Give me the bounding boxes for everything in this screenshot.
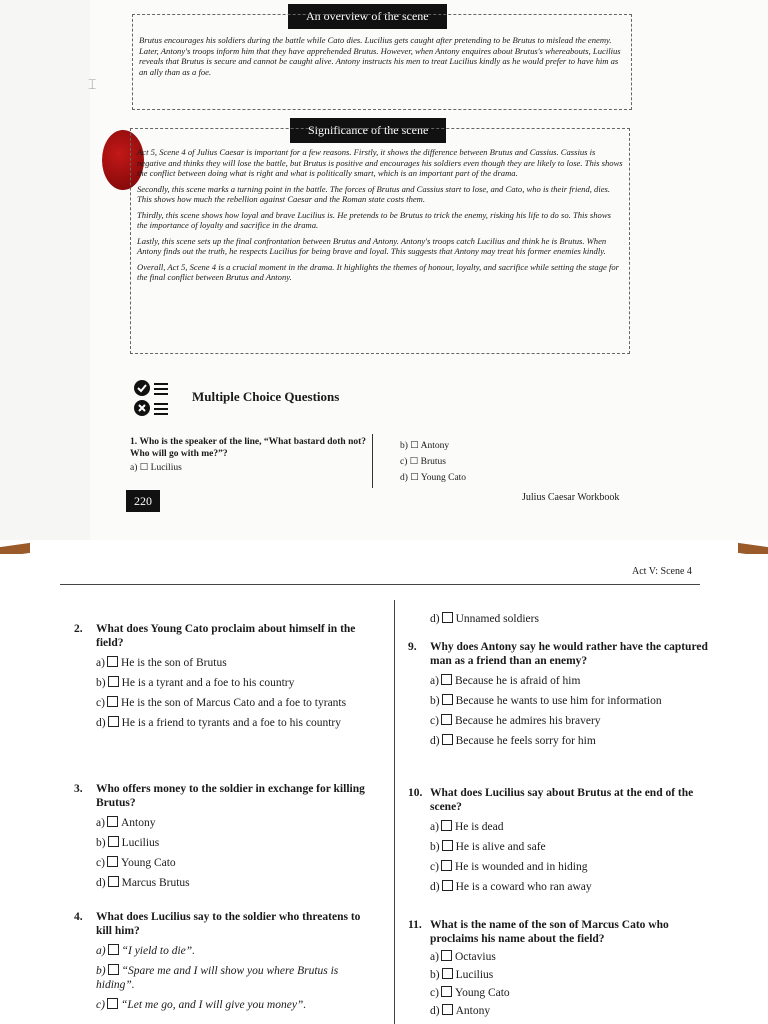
option-d[interactable]: d) ☐ Young Cato [400,473,467,483]
option-c[interactable]: c) “Let me go, and I will give you money”. [96,999,307,1011]
significance-paragraph: Thirdly, this scene shows how loyal and brave Lucilius is. He pretends to be Brutus to trick the enemy, risking his life to do so. This shows the importance of loyalty and sacrifice in the drama. [137,209,611,230]
checkbox-icon[interactable] [441,950,452,961]
question-3 [74,782,374,890]
checkbox-icon[interactable] [107,696,118,707]
checkbox-icon[interactable] [441,860,452,871]
question-stem: What does Lucilius say about Brutus at the end of the scene? [430,787,694,813]
checkbox-icon[interactable] [442,612,453,623]
overview-box [132,14,632,110]
checkbox-icon[interactable] [442,840,453,851]
checkbox-icon[interactable] [442,734,453,745]
checkbox-icon[interactable] [442,1004,453,1015]
significance-paragraph: Overall, Act 5, Scene 4 is a crucial moment in the drama. It highlights the themes of honour, loyalty, and sacrifice while setting the stage for the final conflict between Brutus and Antony. [137,261,619,282]
question-1-options [400,438,466,486]
question-4 [74,910,374,1012]
question-9 [408,640,718,748]
checkbox-icon[interactable] [441,714,452,725]
question-stem: What is the name of the son of Marcus Cato who proclaims his name about the field? [430,919,669,945]
question-number: 10. [408,787,423,799]
option-a[interactable]: a) Octavius [430,951,496,963]
left-page-margin [0,0,90,540]
significance-paragraph: Lastly, this scene sets up the final confrontation between Brutus and Antony. Antony's troops catch Lucilius and think he is Brutus. When Antony finds out the truth, he respects Lucilius for being brave and loyal. This suggests that Antony may treat his former enemies kindly. [137,235,607,256]
column-divider [372,434,373,488]
option-b[interactable]: b) Because he wants to use him for information [430,695,662,707]
question-number: 1. [130,437,138,447]
checklist-icon [132,378,172,418]
checkbox-icon[interactable] [441,820,452,831]
page-number: 220 [126,490,160,512]
checkbox-icon[interactable] [107,816,118,827]
option-a[interactable]: a) ☐ Lucilius [130,463,182,473]
checkbox-icon[interactable] [108,964,119,975]
overview-tag: An overview of the scene [288,4,447,29]
option-b[interactable]: b) Lucilius [430,969,494,981]
option-d[interactable]: d) Marcus Brutus [96,877,190,889]
mcq-heading: Multiple Choice Questions [192,389,340,404]
checkbox-icon[interactable] [107,856,118,867]
question-number: 11. [408,919,422,931]
option-c[interactable]: c) Because he admires his bravery [430,715,601,727]
header-rule [60,584,700,585]
option-c[interactable]: c) Young Cato [96,857,176,869]
checkbox-icon[interactable] [108,716,119,727]
checkbox-icon[interactable] [442,880,453,891]
checkbox-icon[interactable] [108,944,119,955]
question-stem: Who offers money to the soldier in exchange for killing Brutus? [96,783,365,809]
checkbox-icon[interactable] [108,676,119,687]
option-d[interactable]: d) Antony [430,1005,491,1017]
margin-mark: ⌶ [88,78,97,93]
question-stem: Who is the speaker of the line, “What bastard doth not? Who will go with me?”? [130,437,367,459]
significance-paragraph: Act 5, Scene 4 of Julius Caesar is important for a few reasons. Firstly, it shows the difference between Brutus and Cassius. Cassius is negative and thinks they will lose the battle, but Brutus is positive and encourages his soldiers even though they are likely to lose. This shows the conflict between doing what is right and what is politically smart, which is an important part of the drama. [137,147,623,178]
checkbox-icon[interactable] [442,694,453,705]
workbook-title: Julius Caesar Workbook [522,492,620,503]
question-number: 9. [408,641,417,653]
significance-box [130,128,630,354]
option-b[interactable]: b) He is alive and safe [430,841,546,853]
section-header: Act V: Scene 4 [632,566,692,577]
option-a[interactable]: a) “I yield to die”. [96,945,196,957]
checkbox-icon[interactable] [108,836,119,847]
question-stem: What does Young Cato proclaim about himself in the field? [96,623,356,649]
column-divider [394,600,395,1024]
overview-text: Brutus encourages his soldiers during the battle while Cato dies. Lucilius gets caught after pretending to be Brutus to mislead the enemy. Later, Antony's troops inform him that they have apprehended Brutus. However, when Antony enquires about Brutus's whereabouts, Lucilius reveals that Brutus is secure and cannot be caught alive. Antony instructs his men to treat Lucilius kindly as he would prefer to have him as an ally than as a foe. [139,35,621,77]
option-c[interactable]: c) He is wounded and in hiding [430,861,588,873]
option-a[interactable]: a) Because he is afraid of him [430,675,581,687]
option-c[interactable]: c) ☐ Brutus [400,457,446,467]
option-d[interactable]: d) He is a friend to tyrants and a foe to his country [96,717,341,729]
significance-tag: Significance of the scene [290,118,446,143]
checkbox-icon[interactable] [108,876,119,887]
question-11 [408,918,718,1018]
question-8-option-d [408,612,708,626]
question-stem: What does Lucilius say to the soldier who threatens to kill him? [96,911,361,937]
option-b[interactable]: b) He is a tyrant and a foe to his country [96,677,295,689]
option-d[interactable]: d) He is a coward who ran away [430,881,592,893]
option-d[interactable]: d) Because he feels sorry for him [430,735,596,747]
checkbox-icon[interactable] [107,656,118,667]
checkbox-icon[interactable] [441,986,452,997]
question-stem: Why does Antony say he would rather have the captured man as a friend than an enemy? [430,641,708,667]
question-10 [408,786,718,894]
option-b[interactable]: b) ☐ Antony [400,441,450,451]
option-a[interactable]: a) He is dead [430,821,504,833]
option-a[interactable]: a) He is the son of Brutus [96,657,227,669]
option-b[interactable]: b) “Spare me and I will show you where Brutus is hiding”. [96,965,339,991]
option-a[interactable]: a) Antony [96,817,156,829]
question-1 [130,436,370,474]
checkbox-icon[interactable] [441,674,452,685]
significance-paragraph: Secondly, this scene marks a turning point in the battle. The forces of Brutus and Cassius start to lose, and Cato, who is their friend, dies. This shows how much the rebellion against Caesar and the Roman state costs them. [137,183,611,204]
page-gap [0,540,768,554]
question-number: 3. [74,783,83,795]
option-c[interactable]: c) Young Cato [430,987,510,999]
question-number: 2. [74,623,83,635]
option-d[interactable]: d) Unnamed soldiers [430,613,539,625]
option-b[interactable]: b) Lucilius [96,837,160,849]
checkbox-icon[interactable] [442,968,453,979]
question-2 [74,622,374,730]
checkbox-icon[interactable] [107,998,118,1009]
question-number: 4. [74,911,83,923]
option-c[interactable]: c) He is the son of Marcus Cato and a foe to tyrants [96,697,347,709]
